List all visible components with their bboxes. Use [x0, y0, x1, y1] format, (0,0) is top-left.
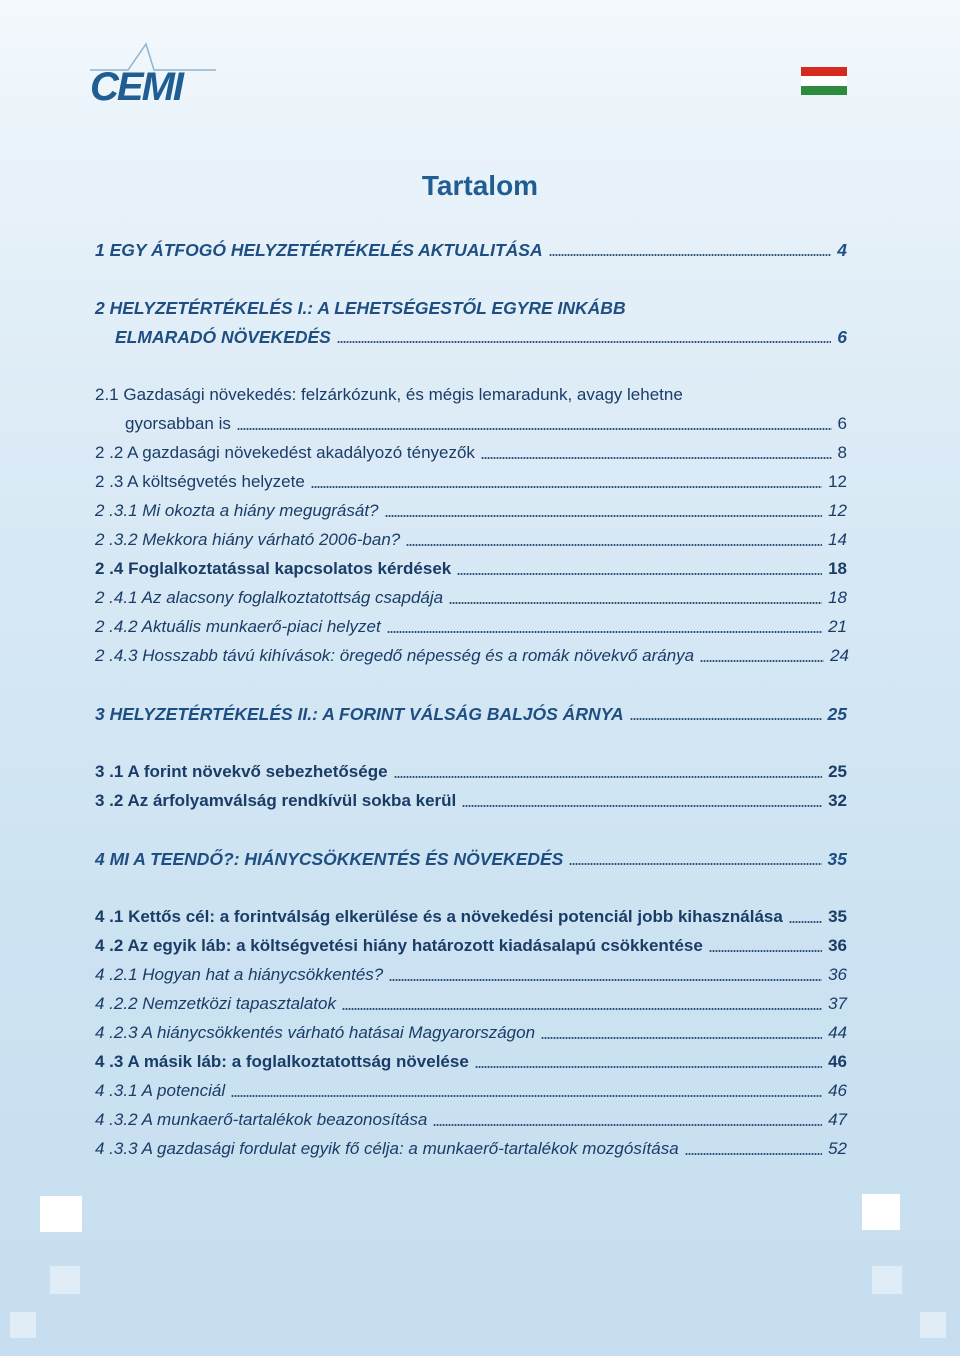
toc-leader-dots	[433, 1124, 822, 1126]
toc-entry-title: 2 .3.2 Mekkora hiány várható 2006-ban?	[95, 530, 401, 549]
toc-entry-title: 4 .2.1 Hogyan hat a hiánycsökkentés?	[95, 965, 384, 984]
toc-entry[interactable]	[95, 384, 847, 406]
toc-entry-title: 4 .3.2 A munkaerő-tartalékok beazonosítása	[95, 1110, 428, 1129]
toc-leader-dots	[311, 486, 822, 488]
toc-page-number: 32	[828, 791, 847, 810]
toc-leader-dots	[337, 341, 831, 343]
toc-page-number: 47	[828, 1110, 847, 1129]
toc-entry[interactable]	[95, 616, 847, 638]
toc-entry-title: 4 .1 Kettős cél: a forintválság elkerülése és a növekedési potenciál jobb kihasználása	[95, 907, 783, 926]
toc-leader-dots	[569, 863, 821, 865]
toc-page-number: 37	[828, 994, 847, 1013]
toc-leader-dots	[406, 544, 822, 546]
toc-entry[interactable]	[95, 790, 847, 812]
toc-entry[interactable]	[125, 413, 847, 435]
toc-page-number: 44	[828, 1023, 847, 1042]
toc-entry-title: 4 .3.3 A gazdasági fordulat egyik fő célja: a munkaerő-tartalékok mozgósítása	[95, 1139, 679, 1158]
toc-entry[interactable]	[95, 1051, 847, 1073]
toc-leader-dots	[709, 950, 822, 952]
toc-leader-dots	[389, 979, 822, 981]
toc-entry[interactable]	[95, 761, 847, 783]
toc-entry[interactable]	[115, 326, 847, 348]
toc-leader-dots	[700, 660, 824, 662]
toc-leader-dots	[237, 428, 832, 430]
toc-page-number: 14	[828, 530, 847, 549]
toc-page-number: 18	[828, 559, 847, 578]
toc-page-number: 12	[828, 501, 847, 520]
toc-entry-title: 2 .4.2 Aktuális munkaerő-piaci helyzet	[95, 617, 381, 636]
toc-entry-title: 4 .2 Az egyik láb: a költségvetési hiány határozott kiadásalapú csökkentése	[95, 936, 703, 955]
toc-entry-title: 4 .3.1 A potenciál	[95, 1081, 226, 1100]
toc-entry-title: 2 HELYZETÉRTÉKELÉS I.: A LEHETSÉGESTŐL EGYRE INKÁBB	[95, 298, 626, 318]
toc-entry-title: 2 .4.1 Az alacsony foglalkoztatottság csapdája	[95, 588, 444, 607]
toc-page-number: 46	[828, 1081, 847, 1100]
svg-text:CEMI: CEMI	[90, 65, 182, 106]
toc-page-number: 6	[837, 327, 847, 347]
toc-entry[interactable]	[95, 587, 847, 609]
toc-page-number: 12	[828, 472, 847, 491]
toc-entry[interactable]	[95, 1109, 847, 1131]
toc-entry-title: 4 .2.2 Nemzetközi tapasztalatok	[95, 994, 336, 1013]
toc-page-number: 21	[828, 617, 847, 636]
toc-leader-dots	[549, 254, 832, 256]
toc-page-number: 46	[828, 1052, 847, 1071]
toc-leader-dots	[385, 515, 823, 517]
toc-leader-dots	[342, 1008, 822, 1010]
toc-page-number: 25	[827, 704, 847, 724]
toc-entry-title: 2 .2 A gazdasági növekedést akadályozó tényezők	[95, 443, 475, 462]
toc-leader-dots	[449, 602, 822, 604]
toc-entry[interactable]	[95, 906, 847, 928]
toc-entry[interactable]	[95, 297, 847, 319]
toc-leader-dots	[475, 1066, 822, 1068]
toc-entry-title: ELMARADÓ NÖVEKEDÉS	[115, 327, 331, 347]
toc-entry-title: 3 .1 A forint növekvő sebezhetősége	[95, 762, 388, 781]
toc-page-number: 36	[828, 965, 847, 984]
toc-entry[interactable]	[95, 558, 847, 580]
toc-page-number: 8	[837, 443, 847, 462]
toc-leader-dots	[685, 1153, 822, 1155]
toc-entry[interactable]	[95, 239, 847, 261]
toc-leader-dots	[630, 718, 822, 720]
toc-page-number: 6	[837, 414, 847, 433]
toc-page-number: 4	[837, 240, 847, 260]
toc-entry-title: 2.1 Gazdasági növekedés: felzárkózunk, és mégis lemaradunk, avagy lehetne	[95, 385, 683, 404]
toc-page-number: 24	[830, 646, 849, 665]
toc-entry[interactable]	[95, 993, 847, 1015]
toc-entry-title: 2 .3 A költségvetés helyzete	[95, 472, 305, 491]
toc-entry-title: 4 MI A TEENDŐ?: HIÁNYCSÖKKENTÉS ÉS NÖVEKEDÉS	[95, 849, 564, 869]
toc-entry-title: 3 .2 Az árfolyamválság rendkívül sokba kerül	[95, 791, 457, 810]
toc-leader-dots	[387, 631, 822, 633]
toc-entry[interactable]	[95, 645, 849, 667]
toc-page-number: 35	[827, 849, 847, 869]
toc-entry[interactable]	[95, 500, 847, 522]
toc-leader-dots	[462, 805, 822, 807]
toc-leader-dots	[394, 776, 823, 778]
toc-leader-dots	[481, 457, 832, 459]
toc-entry[interactable]	[95, 848, 847, 870]
toc-entry[interactable]	[95, 471, 847, 493]
toc-entry-title: 4 .3 A másik láb: a foglalkoztatottság növelése	[95, 1052, 469, 1071]
page-title: Tartalom	[421, 170, 539, 201]
toc-page-number: 52	[828, 1139, 847, 1158]
toc-entry[interactable]	[95, 964, 847, 986]
toc-entry[interactable]	[95, 529, 847, 551]
toc-entry-title: 4 .2.3 A hiánycsökkentés várható hatásai Magyarországon	[95, 1023, 536, 1042]
toc-leader-dots	[457, 573, 822, 575]
toc-entry[interactable]	[95, 935, 847, 957]
toc-page-number: 36	[828, 936, 847, 955]
toc-entry-title: 3 HELYZETÉRTÉKELÉS II.: A FORINT VÁLSÁG BALJÓS ÁRNYA	[95, 704, 624, 724]
toc-page-number: 25	[828, 762, 847, 781]
toc-entry[interactable]	[95, 1022, 847, 1044]
toc-entry-title: 2 .3.1 Mi okozta a hiány megugrását?	[95, 501, 379, 520]
toc-leader-dots	[231, 1095, 822, 1097]
toc-entry[interactable]	[95, 1080, 847, 1102]
toc-entry[interactable]	[95, 442, 847, 464]
toc-entry-title: 2 .4.3 Hosszabb távú kihívások: öregedő népesség és a romák növekvő aránya	[95, 646, 695, 665]
toc-page-number: 18	[828, 588, 847, 607]
toc-page-number: 35	[828, 907, 847, 926]
toc-leader-dots	[541, 1037, 822, 1039]
toc-entry-title: 1 EGY ÁTFOGÓ HELYZETÉRTÉKELÉS AKTUALITÁSA	[95, 240, 543, 260]
toc-entry-title: 2 .4 Foglalkoztatással kapcsolatos kérdések	[95, 559, 452, 578]
toc-entry[interactable]	[95, 703, 847, 725]
toc-entry[interactable]	[95, 1138, 847, 1160]
toc-leader-dots	[789, 921, 822, 923]
toc-entry-title: gyorsabban is	[125, 414, 231, 433]
